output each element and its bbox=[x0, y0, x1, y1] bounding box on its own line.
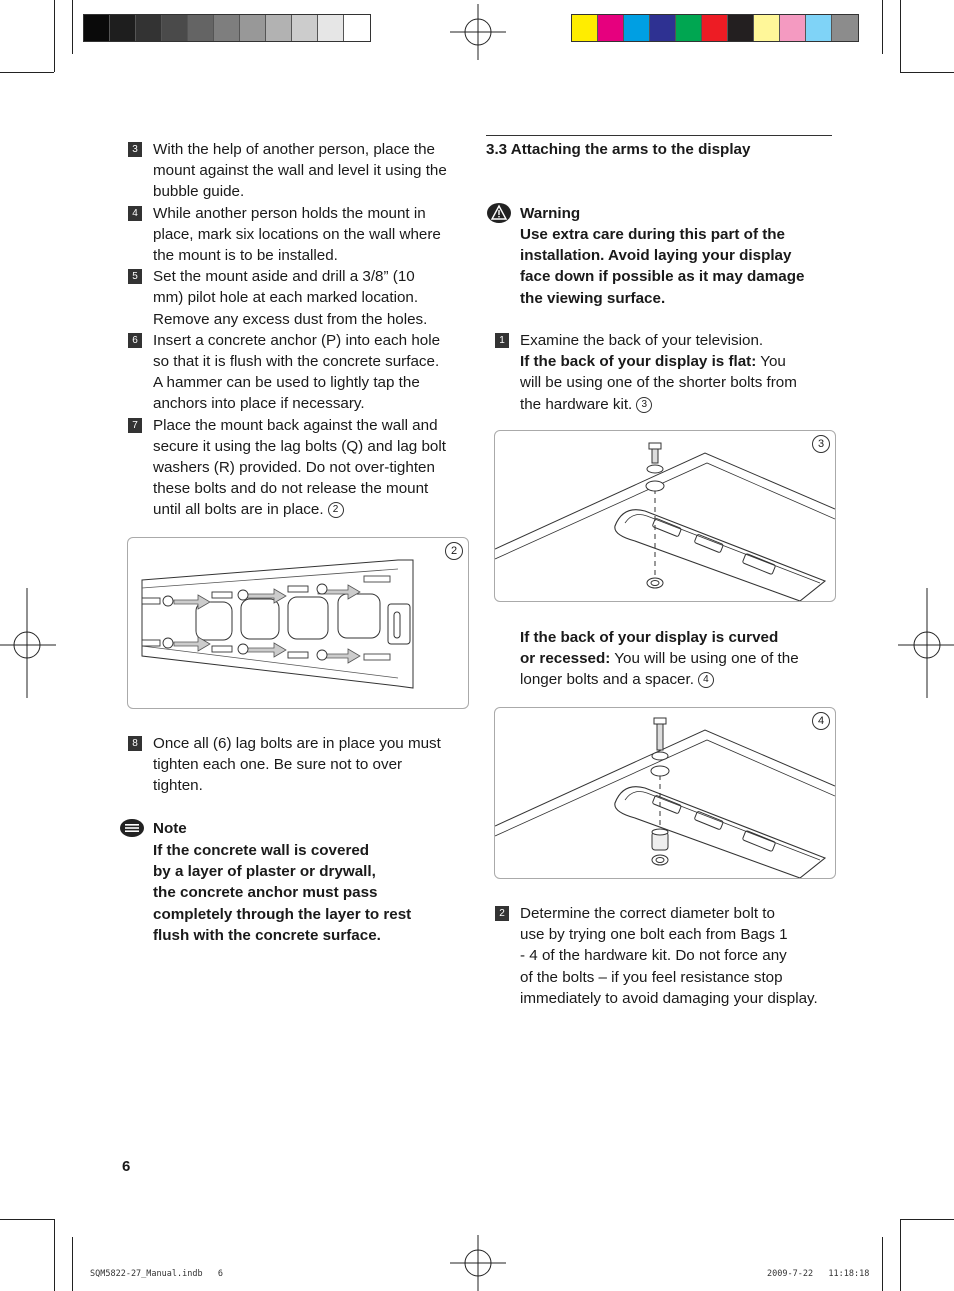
step-number-badge: 4 bbox=[128, 206, 142, 221]
text-line: If the concrete wall is covered bbox=[153, 842, 370, 859]
text-line: face down if possible as it may damage bbox=[520, 268, 805, 286]
step-line bbox=[153, 139, 447, 160]
step-line bbox=[153, 245, 441, 266]
figure-2-wall-mount-bolts bbox=[127, 537, 469, 709]
curved-text: longer bolts and a spacer. bbox=[520, 671, 694, 689]
crop-mark bbox=[882, 0, 883, 54]
process-color-swatch bbox=[572, 15, 598, 41]
step-text bbox=[153, 266, 427, 330]
grayscale-swatch bbox=[240, 15, 266, 41]
process-color-swatch bbox=[624, 15, 650, 41]
figure-ref-badge: 2 bbox=[328, 502, 344, 518]
step-line-text: Determine the correct diameter bolt to bbox=[520, 905, 775, 922]
text-line: by a layer of plaster or drywall, bbox=[153, 863, 376, 881]
section-rule bbox=[486, 135, 832, 136]
step-line bbox=[520, 924, 818, 945]
step-line bbox=[153, 309, 427, 330]
step-line-text: mm) pilot hole at each marked location. bbox=[153, 289, 419, 307]
text-line: installation. Avoid laying your display bbox=[520, 247, 792, 265]
step-1-line bbox=[520, 394, 797, 415]
process-color-swatch bbox=[676, 15, 702, 41]
step-number-badge: 1 bbox=[495, 333, 509, 348]
process-color-swatch bbox=[650, 15, 676, 41]
step-text bbox=[153, 733, 441, 797]
grayscale-swatch bbox=[266, 15, 292, 41]
step-text bbox=[153, 203, 441, 267]
crop-mark bbox=[0, 1219, 54, 1220]
step-line-text: Place the mount back against the wall and bbox=[153, 416, 438, 434]
note-icon bbox=[119, 818, 145, 838]
text-line: the viewing surface. bbox=[520, 289, 666, 307]
registration-mark-icon bbox=[450, 1235, 506, 1291]
step-line-text: bubble guide. bbox=[153, 183, 245, 201]
step-1-line-text: the hardware kit. bbox=[520, 395, 633, 413]
step-line-text: the mount is to be installed. bbox=[153, 247, 338, 264]
step-line bbox=[153, 415, 446, 436]
warning-body bbox=[520, 224, 804, 309]
step-line-text: - 4 of the hardware kit. Do not force any bbox=[520, 947, 787, 965]
step-line bbox=[520, 903, 818, 924]
step-line-text: A hammer can be used to lightly tap the bbox=[153, 374, 420, 392]
grayscale-swatch bbox=[292, 15, 318, 41]
grayscale-swatch bbox=[162, 15, 188, 41]
grayscale-swatch bbox=[136, 15, 162, 41]
step-number-badge: 7 bbox=[128, 418, 142, 433]
step-line bbox=[153, 287, 427, 308]
curved-back-text bbox=[520, 627, 840, 691]
figure-3-flat-back bbox=[494, 430, 836, 602]
grayscale-swatch bbox=[110, 15, 136, 41]
step-text bbox=[153, 139, 447, 203]
text-line: completely through the layer to rest bbox=[153, 905, 412, 923]
step-line bbox=[153, 436, 446, 457]
warning-icon bbox=[486, 202, 512, 224]
step-1-text bbox=[520, 330, 797, 415]
step-line-text: use by trying one bolt each from Bags 1 bbox=[520, 926, 788, 944]
step-line bbox=[153, 499, 446, 520]
grayscale-swatch bbox=[344, 15, 370, 41]
step-line bbox=[153, 478, 446, 499]
step-line-text: Insert a concrete anchor (P) into each hole bbox=[153, 331, 441, 349]
step-number-badge: 8 bbox=[128, 736, 142, 751]
process-color-swatch bbox=[754, 15, 780, 41]
crop-mark bbox=[72, 1237, 73, 1291]
step-line-text: While another person holds the mount in bbox=[153, 204, 426, 222]
grayscale-swatch bbox=[188, 15, 214, 41]
figure-ref-badge: 3 bbox=[636, 397, 652, 413]
step-text bbox=[520, 903, 818, 1009]
crop-mark bbox=[72, 0, 73, 54]
step-line bbox=[153, 160, 447, 181]
step-1-line: Examine the back of your television. bbox=[520, 332, 764, 349]
step-line bbox=[520, 945, 818, 966]
crop-mark bbox=[54, 1219, 55, 1291]
mount-plate-illustration bbox=[128, 538, 468, 708]
process-color-bar bbox=[571, 14, 859, 42]
page-number: 6 bbox=[122, 1158, 131, 1175]
crop-mark bbox=[54, 0, 55, 72]
grayscale-swatch bbox=[318, 15, 344, 41]
footer-file: SQM5822-27_Manual.indb 6 bbox=[90, 1269, 224, 1279]
note-title: Note bbox=[153, 820, 187, 837]
curved-label-2: or recessed: bbox=[520, 650, 611, 668]
flat-label: If the back of your display is flat: bbox=[520, 353, 757, 371]
figure-number-badge: 3 bbox=[812, 435, 830, 453]
step-line-text: Remove any excess dust from the holes. bbox=[153, 310, 428, 328]
process-color-swatch bbox=[598, 15, 624, 41]
process-color-swatch bbox=[702, 15, 728, 41]
step-1-line: will be using one of the shorter bolts from bbox=[520, 374, 797, 392]
curved-text: You will be using one of the bbox=[610, 650, 799, 668]
step-number-badge: 6 bbox=[128, 333, 142, 348]
crop-mark bbox=[900, 72, 954, 73]
step-line bbox=[153, 457, 446, 478]
step-line bbox=[153, 372, 440, 393]
step-line-text: anchors into place if necessary. bbox=[153, 395, 365, 413]
step-line bbox=[153, 393, 440, 414]
step-line-text: secure it using the lag bolts (Q) and lag bolt bbox=[153, 437, 446, 455]
process-color-swatch bbox=[832, 15, 858, 41]
process-color-swatch bbox=[728, 15, 754, 41]
registration-mark-icon bbox=[0, 588, 56, 698]
step-line bbox=[153, 733, 441, 754]
figure-number-badge: 2 bbox=[445, 542, 463, 560]
registration-mark-icon bbox=[898, 588, 954, 698]
text-line: Use extra care during this part of the bbox=[520, 226, 786, 243]
grayscale-swatch bbox=[84, 15, 110, 41]
step-line bbox=[153, 266, 427, 287]
step-line bbox=[153, 351, 440, 372]
figure-4-curved-back bbox=[494, 707, 836, 879]
crop-mark bbox=[882, 1237, 883, 1291]
step-line-text: tighten. bbox=[153, 777, 203, 795]
step-line-text: these bolts and do not release the mount bbox=[153, 480, 429, 498]
grayscale-color-bar bbox=[83, 14, 371, 42]
text-line: flush with the concrete surface. bbox=[153, 926, 381, 944]
note-body bbox=[153, 840, 411, 946]
grayscale-swatch bbox=[214, 15, 240, 41]
step-line bbox=[520, 988, 818, 1009]
step-line-text: of the bolts – if you feel resistance stop bbox=[520, 968, 783, 986]
step-line-text: immediately to avoid damaging your display. bbox=[520, 989, 818, 1007]
crop-mark bbox=[900, 1219, 954, 1220]
step-line-text: so that it is flush with the concrete surface. bbox=[153, 353, 440, 370]
step-line bbox=[153, 224, 441, 245]
step-line bbox=[153, 181, 447, 202]
crop-mark bbox=[900, 1219, 901, 1291]
step-number-badge: 2 bbox=[495, 906, 509, 921]
step-line-text: tighten each one. Be sure not to over bbox=[153, 756, 403, 774]
warning-title: Warning bbox=[520, 205, 581, 222]
crop-mark bbox=[0, 72, 54, 73]
curved-line bbox=[520, 669, 840, 690]
text-line: the concrete anchor must pass bbox=[153, 884, 378, 902]
figure-number-badge: 4 bbox=[812, 712, 830, 730]
footer-date: 2009-7-22 11:18:18 bbox=[767, 1269, 870, 1279]
figure-ref-badge: 4 bbox=[698, 672, 714, 688]
step-line bbox=[153, 775, 441, 796]
step-line bbox=[153, 330, 440, 351]
process-color-swatch bbox=[780, 15, 806, 41]
step-line-text: Once all (6) lag bolts are in place you must bbox=[153, 735, 441, 752]
step-1-flat bbox=[520, 351, 797, 372]
step-line-text: washers (R) provided. Do not over-tighten bbox=[153, 459, 435, 476]
flat-back-illustration bbox=[495, 431, 835, 601]
step-number-badge: 3 bbox=[128, 142, 142, 157]
crop-mark bbox=[900, 0, 901, 72]
process-color-swatch bbox=[806, 15, 832, 41]
step-number-badge: 5 bbox=[128, 269, 142, 284]
section-title: 3.3 Attaching the arms to the display bbox=[486, 141, 751, 158]
flat-text: You bbox=[756, 353, 786, 371]
step-line bbox=[153, 203, 441, 224]
curved-label: If the back of your display is curved bbox=[520, 629, 779, 646]
curved-line bbox=[520, 648, 840, 669]
curved-back-illustration bbox=[495, 708, 835, 878]
registration-mark-icon bbox=[450, 4, 506, 60]
step-line bbox=[520, 967, 818, 988]
step-line bbox=[153, 754, 441, 775]
step-line-text: until all bolts are in place. bbox=[153, 501, 324, 519]
step-line-text: With the help of another person, place the bbox=[153, 141, 435, 158]
step-text bbox=[153, 330, 440, 415]
step-line-text: mount against the wall and level it using the bbox=[153, 162, 447, 180]
step-line-text: Set the mount aside and drill a 3/8” (10 bbox=[153, 268, 415, 286]
step-line-text: place, mark six locations on the wall where bbox=[153, 225, 441, 243]
step-text bbox=[153, 415, 446, 521]
